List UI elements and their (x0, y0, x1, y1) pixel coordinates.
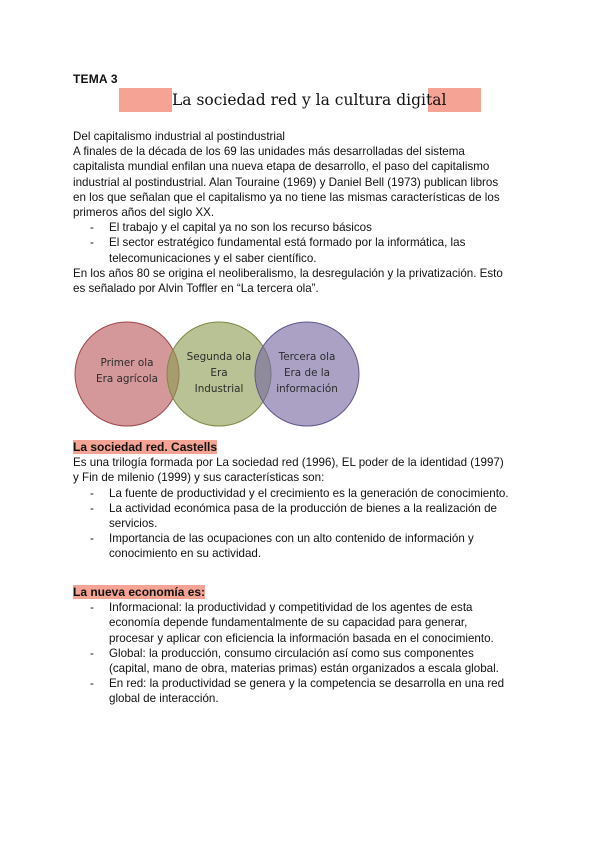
circle-label: Era (210, 367, 228, 379)
castells-line: y Fin de milenio (1999) y sus características son: (73, 471, 325, 485)
intro-line: primeros años del siglo XX. (73, 206, 215, 220)
tema-label: TEMA 3 (73, 72, 118, 86)
list-item (73, 486, 533, 501)
list-item-text: (capital, mano de obra, materias primas) están organizados a escala global. (109, 662, 499, 676)
circle-label: Era de la (283, 367, 331, 379)
list-item-text: global de interacción. (109, 692, 219, 706)
bullet-dash: - (90, 646, 94, 660)
section-heading: La sociedad red. Castells (73, 440, 218, 454)
list-item (73, 676, 533, 706)
list-item-text: Global: la producción, consumo circulación así como sus componentes (109, 646, 474, 660)
bullet-dash: - (90, 221, 94, 235)
bullet-dash: - (90, 601, 94, 615)
list-item (73, 235, 533, 265)
list-item (73, 531, 533, 561)
castells-section (73, 440, 533, 562)
bullet-dash: - (90, 501, 94, 515)
list-item-text: El trabajo y el capital ya no son los recurso básicos (109, 221, 372, 235)
list-item-text: Informacional: la productividad y competitividad de los agentes de esta (109, 601, 473, 615)
bullet-dash: - (90, 486, 94, 500)
list-item-text: servicios. (109, 517, 158, 531)
circle-label: Primer ola (100, 357, 154, 369)
list-item-text: procesar y aplicar con eficiencia la información basada en el conocimiento. (109, 631, 494, 645)
bullet-dash: - (90, 677, 94, 691)
circle-label: información (276, 383, 338, 395)
list-item-text: Importancia de las ocupaciones con un alto contenido de información y (109, 532, 474, 546)
bullet-dash: - (90, 532, 94, 546)
bullet-dash: - (90, 236, 94, 250)
intro-line: En los años 80 se origina el neoliberalismo, la desregulación y la privatización. Esto (73, 266, 503, 280)
circle-label: Industrial (194, 383, 244, 395)
list-item (73, 501, 533, 531)
intro-line: es señalado por Alvin Toffler en “La tercera ola”. (73, 282, 319, 296)
list-item (73, 220, 533, 235)
section-heading: La nueva economía es: (73, 585, 206, 599)
list-item-text: La fuente de productividad y el crecimiento es la generación de conocimiento. (109, 486, 509, 500)
circle-label: Segunda ola (186, 351, 252, 363)
list-item (73, 646, 533, 676)
circle-label: Tercera ola (278, 351, 336, 363)
economia-section (73, 585, 533, 707)
intro-section (73, 129, 533, 296)
castells-line: Es una trilogía formada por La sociedad red (1996), EL poder de la identidad (1997) (73, 456, 504, 470)
list-item (73, 600, 533, 646)
intro-line: industrial al postindustrial. Alan Touraine (1969) y Daniel Bell (1973) publican libros (73, 175, 499, 189)
list-item-text: economía depende fundamentalmente de su capacidad para generar, (109, 616, 468, 630)
intro-line: capitalista mundial enfilan una nueva etapa de desarrollo, el paso del capitalismo (73, 160, 490, 174)
circle-label: Era agrícola (96, 373, 158, 385)
intro-line: A finales de la década de los 69 las unidades más desarrolladas del sistema (73, 145, 465, 159)
list-item-text: conocimiento en su actividad. (109, 547, 262, 561)
list-item-text: El sector estratégico fundamental está formado por la informática, las (109, 236, 466, 250)
list-item-text: En red: la productividad se genera y la competencia se desarrolla en una red (109, 677, 505, 691)
list-item-text: telecomunicaciones y el saber científico. (109, 251, 317, 265)
three-waves-diagram (73, 320, 363, 428)
list-item-text: La actividad económica pasa de la producción de bienes a la realización de (109, 501, 497, 515)
page-title: La sociedad red y la cultura digital (172, 88, 428, 112)
intro-subtitle: Del capitalismo industrial al postindustrial (73, 130, 286, 143)
intro-line: en los que señalan que el capitalismo ya no tiene las mismas características de los (73, 190, 500, 204)
